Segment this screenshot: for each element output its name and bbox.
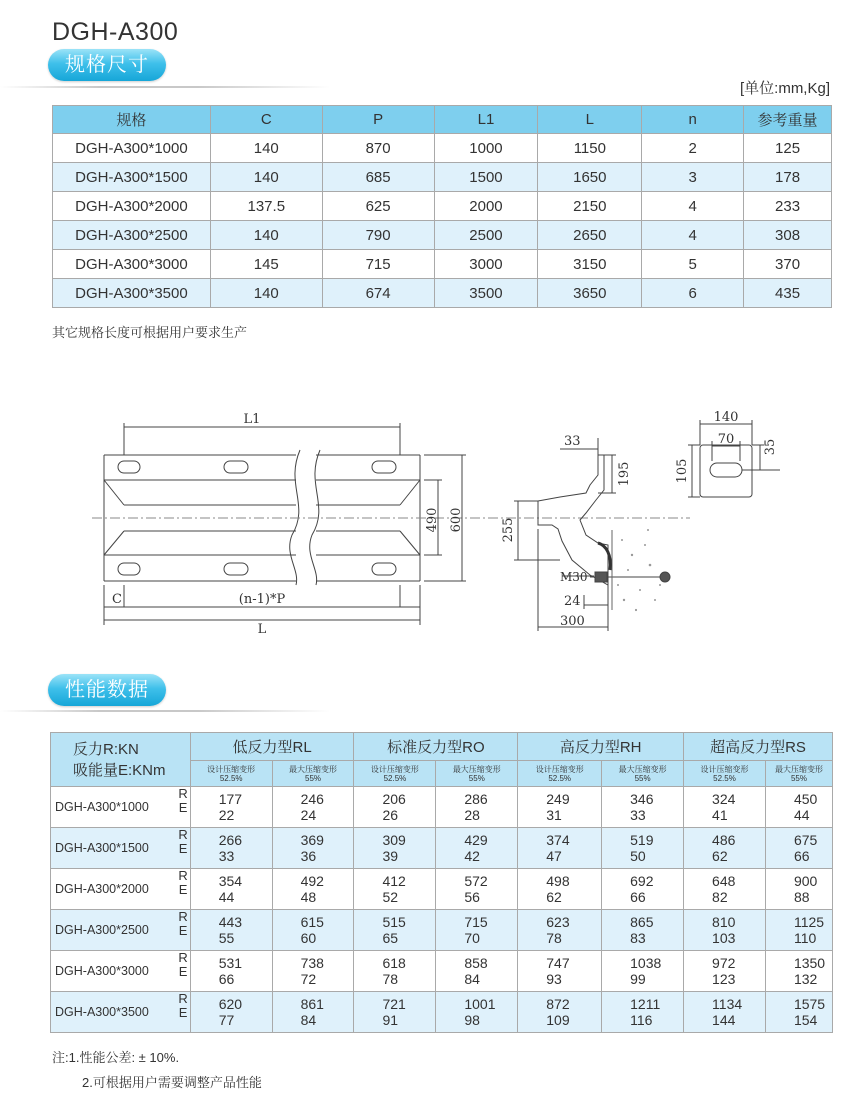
spec-cell: 2150 <box>538 192 642 221</box>
perf-value-cell: 738 72 <box>272 951 354 992</box>
spec-cell: 140 <box>210 221 322 250</box>
dim-C: C <box>112 592 122 607</box>
spec-header-cell: P <box>322 106 434 134</box>
perf-subheader-cell: 设计压缩变形 52.5% <box>354 761 436 787</box>
perf-value-cell: 675 66 <box>765 828 832 869</box>
spec-cell: 140 <box>210 134 322 163</box>
dim-33: 33 <box>564 434 581 449</box>
spec-header-cell: 规格 <box>53 106 211 134</box>
perf-value-cell: 515 65 <box>354 910 436 951</box>
perf-row <box>51 910 833 951</box>
perf-value-cell: 872 109 <box>518 992 602 1033</box>
perf-row-label: R E DGH-A300*2500 <box>51 910 191 951</box>
spec-cell: 137.5 <box>210 192 322 221</box>
r-e-marker: R E <box>178 991 188 1020</box>
side-view <box>514 438 670 631</box>
perf-row <box>51 828 833 869</box>
r-e-marker: R E <box>178 786 188 815</box>
group-RL: 低反力型RL <box>190 733 354 761</box>
note-2: 2.可根据用户需要调整产品性能 <box>82 1075 262 1090</box>
dim-L1: L1 <box>243 412 261 427</box>
perf-value-cell: 972 123 <box>684 951 766 992</box>
spec-cell: 2650 <box>538 221 642 250</box>
spec-cell: DGH-A300*1000 <box>53 134 211 163</box>
spec-cell: 4 <box>642 221 744 250</box>
perf-value-cell: 324 41 <box>684 787 766 828</box>
perf-subheader-cell: 最大压缩变形 55% <box>765 761 832 787</box>
spec-cell: 2000 <box>434 192 538 221</box>
section-title-performance: 性能数据 <box>48 674 166 706</box>
perf-value-cell: 1038 99 <box>602 951 684 992</box>
spec-cell: 1150 <box>538 134 642 163</box>
perf-subheader-cell: 设计压缩变形 52.5% <box>684 761 766 787</box>
spec-cell: 2 <box>642 134 744 163</box>
perf-value-cell: 1125 110 <box>765 910 832 951</box>
perf-value-cell: 572 56 <box>436 869 518 910</box>
note-1: 注:1.性能公差: ± 10%. <box>52 1050 180 1065</box>
perf-value-cell: 692 66 <box>602 869 684 910</box>
perf-row-label: R E DGH-A300*3500 <box>51 992 191 1033</box>
bolt-label: M30 <box>560 570 588 584</box>
spec-header-cell: L <box>538 106 642 134</box>
dim-300: 300 <box>560 614 585 629</box>
dim-600: 600 <box>449 507 464 533</box>
r-e-marker: R E <box>178 950 188 979</box>
spec-row <box>53 250 832 279</box>
r-e-marker: R E <box>178 909 188 938</box>
front-view <box>92 423 690 625</box>
spec-header-cell: C <box>210 106 322 134</box>
spec-note: 其它规格长度可根据用户要求生产 <box>52 325 248 340</box>
group-RS: 超高反力型RS <box>684 733 833 761</box>
perf-subheader-cell: 最大压缩变形 55% <box>602 761 684 787</box>
group-RH: 高反力型RH <box>518 733 684 761</box>
performance-table <box>50 732 833 1033</box>
spec-header-row <box>53 106 832 134</box>
spec-cell: 435 <box>744 279 832 308</box>
spec-cell: 3 <box>642 163 744 192</box>
spec-table <box>52 105 832 308</box>
technical-drawing <box>0 395 848 640</box>
spec-cell: 125 <box>744 134 832 163</box>
perf-value-cell: 443 55 <box>190 910 272 951</box>
perf-value-cell: 346 33 <box>602 787 684 828</box>
perf-value-cell: 618 78 <box>354 951 436 992</box>
spec-row <box>53 221 832 250</box>
dim-105: 105 <box>675 458 690 484</box>
perf-value-cell: 1211 116 <box>602 992 684 1033</box>
perf-row <box>51 951 833 992</box>
spec-header-cell: 参考重量 <box>744 106 832 134</box>
dim-24: 24 <box>564 594 581 609</box>
spec-cell: 790 <box>322 221 434 250</box>
spec-row <box>53 192 832 221</box>
perf-value-cell: 1134 144 <box>684 992 766 1033</box>
spec-cell: 3500 <box>434 279 538 308</box>
perf-value-cell: 623 78 <box>518 910 602 951</box>
perf-row <box>51 869 833 910</box>
r-e-marker: R E <box>178 827 188 856</box>
spec-cell: 1650 <box>538 163 642 192</box>
perf-value-cell: 858 84 <box>436 951 518 992</box>
perf-value-cell: 309 39 <box>354 828 436 869</box>
spec-cell: DGH-A300*2000 <box>53 192 211 221</box>
section-title-dimensions: 规格尺寸 <box>48 49 166 81</box>
perf-value-cell: 900 88 <box>765 869 832 910</box>
perf-subheader-cell: 最大压缩变形 55% <box>272 761 354 787</box>
perf-value-cell: 286 28 <box>436 787 518 828</box>
spec-header-cell: n <box>642 106 744 134</box>
perf-value-cell: 620 77 <box>190 992 272 1033</box>
perf-value-cell: 519 50 <box>602 828 684 869</box>
perf-value-cell: 486 62 <box>684 828 766 869</box>
spec-cell: DGH-A300*3500 <box>53 279 211 308</box>
spec-cell: 5 <box>642 250 744 279</box>
spec-cell: 6 <box>642 279 744 308</box>
perf-row <box>51 787 833 828</box>
perf-subheader-cell: 最大压缩变形 55% <box>436 761 518 787</box>
spec-cell: 625 <box>322 192 434 221</box>
perf-value-cell: 715 70 <box>436 910 518 951</box>
notes <box>52 1045 262 1095</box>
perf-subheader-cell: 设计压缩变形 52.5% <box>190 761 272 787</box>
spec-cell: 178 <box>744 163 832 192</box>
spec-cell: 715 <box>322 250 434 279</box>
perf-row <box>51 992 833 1033</box>
perf-value-cell: 246 24 <box>272 787 354 828</box>
perf-row-label: R E DGH-A300*1500 <box>51 828 191 869</box>
dim-nP: (n-1)*P <box>238 592 286 607</box>
spec-row <box>53 279 832 308</box>
group-RO: 标准反力型RO <box>354 733 518 761</box>
perf-corner: 反力R:KN 吸能量E:KNm <box>51 733 191 787</box>
section-underline-perf <box>0 710 330 712</box>
spec-cell: 4 <box>642 192 744 221</box>
spec-cell: 1000 <box>434 134 538 163</box>
perf-value-cell: 1350 132 <box>765 951 832 992</box>
spec-cell: 3000 <box>434 250 538 279</box>
perf-value-cell: 1575 154 <box>765 992 832 1033</box>
spec-cell: 140 <box>210 163 322 192</box>
perf-value-cell: 450 44 <box>765 787 832 828</box>
perf-value-cell: 177 22 <box>190 787 272 828</box>
spec-cell: 870 <box>322 134 434 163</box>
dim-490: 490 <box>425 507 440 533</box>
perf-value-cell: 747 93 <box>518 951 602 992</box>
unit-label: [单位:mm,Kg] <box>739 80 830 97</box>
spec-cell: 308 <box>744 221 832 250</box>
perf-value-cell: 810 103 <box>684 910 766 951</box>
perf-row-label: R E DGH-A300*2000 <box>51 869 191 910</box>
spec-row <box>53 163 832 192</box>
spec-cell: 3650 <box>538 279 642 308</box>
spec-cell: DGH-A300*3000 <box>53 250 211 279</box>
perf-value-cell: 865 83 <box>602 910 684 951</box>
spec-cell: 2500 <box>434 221 538 250</box>
perf-value-cell: 354 44 <box>190 869 272 910</box>
perf-value-cell: 369 36 <box>272 828 354 869</box>
concrete-texture <box>617 529 661 611</box>
spec-cell: DGH-A300*1500 <box>53 163 211 192</box>
section-underline <box>0 86 330 88</box>
dim-255: 255 <box>501 517 516 543</box>
dim-195: 195 <box>617 461 632 487</box>
perf-value-cell: 721 91 <box>354 992 436 1033</box>
spec-cell: 3150 <box>538 250 642 279</box>
spec-cell: 140 <box>210 279 322 308</box>
perf-value-cell: 249 31 <box>518 787 602 828</box>
spec-cell: 674 <box>322 279 434 308</box>
model-title: DGH-A300 <box>52 18 179 46</box>
perf-value-cell: 615 60 <box>272 910 354 951</box>
perf-value-cell: 206 26 <box>354 787 436 828</box>
spec-cell: 145 <box>210 250 322 279</box>
spec-row <box>53 134 832 163</box>
perf-row-label: R E DGH-A300*3000 <box>51 951 191 992</box>
perf-value-cell: 648 82 <box>684 869 766 910</box>
dim-140: 140 <box>713 410 739 425</box>
spec-cell: DGH-A300*2500 <box>53 221 211 250</box>
spec-cell: 685 <box>322 163 434 192</box>
perf-value-cell: 374 47 <box>518 828 602 869</box>
perf-value-cell: 531 66 <box>190 951 272 992</box>
dim-35: 35 <box>763 438 778 456</box>
perf-value-cell: 429 42 <box>436 828 518 869</box>
perf-value-cell: 861 84 <box>272 992 354 1033</box>
spec-cell: 1500 <box>434 163 538 192</box>
perf-value-cell: 266 33 <box>190 828 272 869</box>
r-e-marker: R E <box>178 868 188 897</box>
spec-cell: 370 <box>744 250 832 279</box>
dim-L: L <box>257 622 267 637</box>
dim-70: 70 <box>717 432 735 447</box>
perf-subheader-cell: 设计压缩变形 52.5% <box>518 761 602 787</box>
perf-row-label: R E DGH-A300*1000 <box>51 787 191 828</box>
perf-value-cell: 492 48 <box>272 869 354 910</box>
spec-header-cell: L1 <box>434 106 538 134</box>
perf-value-cell: 498 62 <box>518 869 602 910</box>
perf-value-cell: 412 52 <box>354 869 436 910</box>
spec-cell: 233 <box>744 192 832 221</box>
perf-value-cell: 1001 98 <box>436 992 518 1033</box>
